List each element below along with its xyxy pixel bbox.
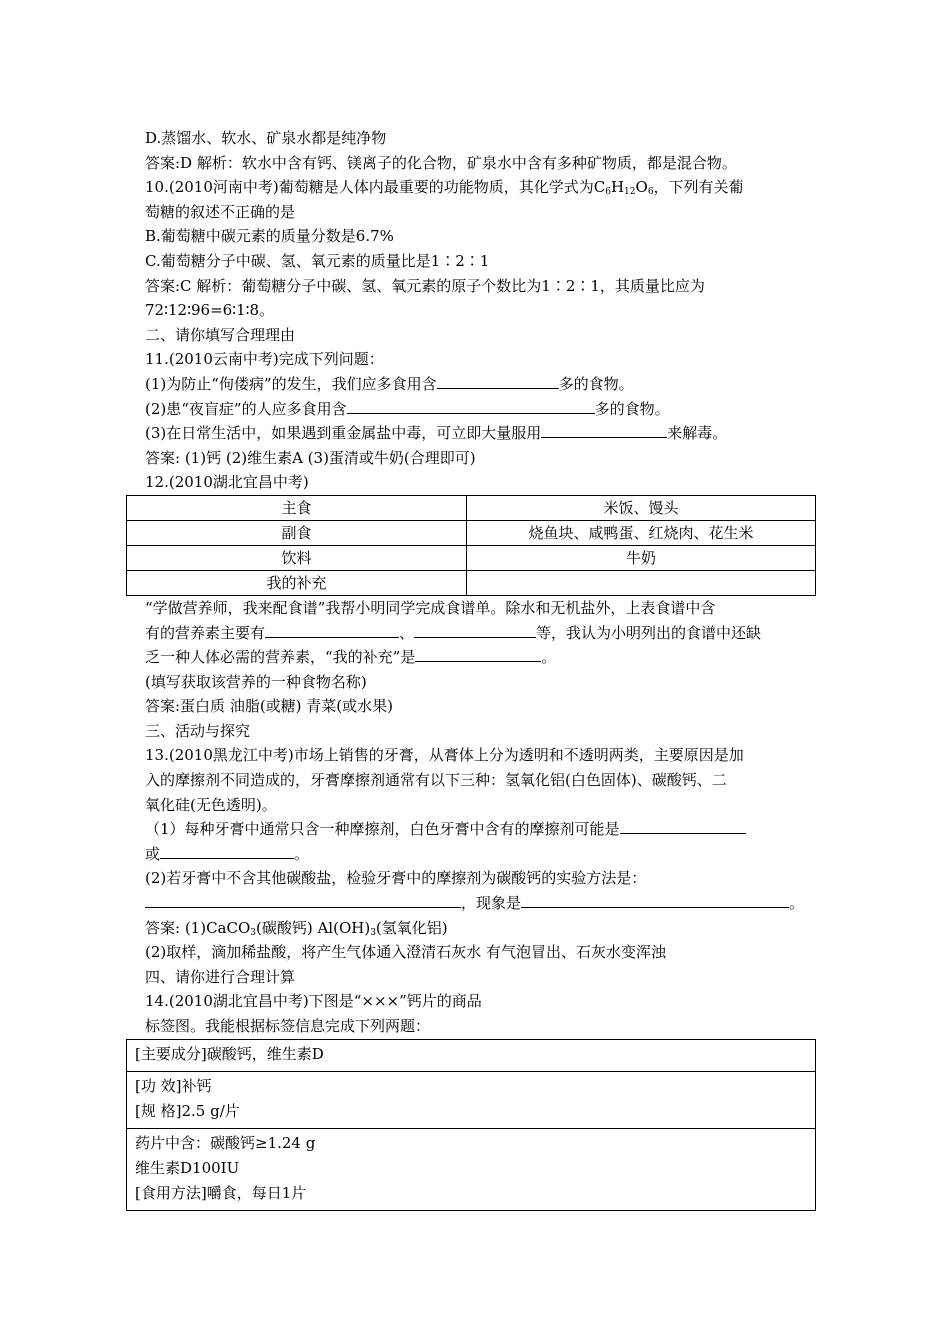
table-row [127, 495, 816, 520]
fill-blank[interactable] [145, 892, 461, 908]
label-cell [127, 1128, 816, 1210]
q13-part2: (2)若牙膏中不含其他碳酸盐，检验牙膏中的摩擦剂为碳酸钙的实验方法是： [145, 869, 647, 888]
q10-answer: 答案:C 解析：葡萄糖分子中碳、氢、氧元素的原子个数比为1∶2∶1，其质量比应为 [145, 276, 705, 295]
q12-stem: 12.(2010湖北宜昌中考) [145, 473, 309, 492]
q13-answer: 答案: (1)CaCO$_3$(碳酸钙) $Al(OH)_3$(氢氧化铝) [145, 918, 448, 938]
q13-stem: 入的摩擦剂不同造成的，牙膏摩擦剂通常有以下三种：氢氧化铝(白色固体)、碳酸钙、二 [145, 771, 727, 790]
q10-option-c: C.葡萄糖分子中碳、氢、氧元素的质量比是1∶2∶1 [145, 251, 490, 270]
q12-answer: 答案:蛋白质 油脂(或糖) 青菜(或水果) [145, 697, 393, 716]
table-cell: 我的补充 [127, 570, 467, 595]
q13-part1-cont: 或 。 [145, 844, 310, 863]
table-row [127, 570, 816, 595]
product-label-table [126, 1039, 816, 1211]
section-heading-4: 四、请你进行合理计算 [145, 967, 296, 986]
table-cell: 主食 [127, 495, 467, 520]
fill-blank[interactable] [437, 373, 559, 389]
label-line: [功 效]补钙 [135, 1076, 212, 1095]
table-row [127, 520, 816, 545]
table-row [127, 1071, 816, 1128]
q9-option-d: D.蒸馏水、软水、矿泉水都是纯净物 [145, 129, 387, 147]
q12-text: 乏一种人体必需的营养素，“我的补充”是 。 [145, 648, 557, 667]
q13-part1: （1）每种牙膏中通常只含一种摩擦剂，白色牙膏中含有的摩擦剂可能是 [145, 817, 817, 842]
table-row [127, 1128, 816, 1210]
diet-table [126, 495, 816, 596]
label-line: [主要成分]碳酸钙，维生素D [135, 1044, 324, 1063]
label-line: 药片中含：碳酸钙≥1.24 g [135, 1133, 316, 1152]
table-cell: 饮料 [127, 545, 467, 570]
table-cell: 副食 [127, 520, 467, 545]
q11-answer: 答案: (1)钙 (2)维生素A (3)蛋清或牛奶(合理即可) [145, 448, 476, 467]
q11-stem: 11.(2010云南中考)完成下列问题： [145, 350, 384, 369]
section-heading-3: 三、活动与探究 [145, 721, 251, 740]
fill-blank[interactable] [541, 422, 667, 438]
fill-blank[interactable] [265, 622, 399, 638]
q11-part2: (2)患“夜盲症”的人应多食用含 多的食物。 [145, 399, 670, 418]
q12-text: “学做营养师，我来配食谱”我帮小明同学完成食谱单。除水和无机盐外，上表食谱中含 [145, 598, 716, 617]
section-heading-2: 二、请你填写合理理由 [145, 325, 296, 344]
label-line: [食用方法]嚼食，每日1片 [135, 1183, 307, 1202]
q10-option-b: B.葡萄糖中碳元素的质量分数是6.7% [145, 227, 394, 246]
q9-answer: 答案:D 解析：软水中含有钙、镁离子的化合物，矿泉水中含有多种矿物质，都是混合物。 [145, 153, 737, 172]
table-cell: 牛奶 [467, 545, 816, 570]
q13-part2-blanks: ，现象是 。 [145, 891, 817, 916]
fill-blank[interactable] [521, 892, 789, 908]
table-cell: 烧鱼块、咸鸭蛋、红烧肉、花生米 [467, 520, 816, 545]
q12-note: (填写获取该营养的一种食物名称) [145, 672, 367, 691]
fill-blank[interactable] [160, 843, 294, 859]
q10-stem-cont: 萄糖的叙述不正确的是 [145, 202, 296, 221]
table-cell [467, 570, 816, 595]
q14-stem: 标签图。我能根据标签信息完成下列两题： [145, 1017, 431, 1035]
table-row [127, 1039, 816, 1071]
q10-stem: 10.(2010河南中考)葡萄糖是人体内最重要的功能物质，其化学式为$C_6H_{12}O_6$，下列有关葡 [145, 178, 744, 198]
q13-answer-cont: (2)取样，滴加稀盐酸，将产生气体通入澄清石灰水 有气泡冒出、石灰水变浑浊 [145, 943, 667, 962]
label-line: 维生素D100IU [135, 1158, 240, 1177]
label-cell [127, 1039, 816, 1071]
q12-text: 有的营养素主要有 、 等，我认为小明列出的食谱中还缺 [145, 623, 762, 642]
q14-stem: 14.(2010湖北宜昌中考)下图是“×××”钙片的商品 [145, 992, 482, 1011]
document-page [135, 126, 817, 1211]
label-cell [127, 1071, 816, 1128]
q11-part3: (3)在日常生活中，如果遇到重金属盐中毒，可立即大量服用 来解毒。 [145, 424, 728, 443]
q11-part1: (1)为防止“佝偻病”的发生，我们应多食用含 多的食物。 [145, 374, 634, 393]
table-row [127, 545, 816, 570]
fill-blank[interactable] [620, 818, 746, 834]
label-line: [规 格]2.5 g/片 [135, 1101, 240, 1120]
q10-answer-cont: 72∶12∶96=6∶1∶8。 [145, 301, 275, 320]
fill-blank[interactable] [414, 622, 536, 638]
q13-stem: 13.(2010黑龙江中考)市场上销售的牙膏，从膏体上分为透明和不透明两类，主要原因是加 [145, 746, 744, 765]
fill-blank[interactable] [415, 646, 541, 662]
q13-stem: 氧化硅(无色透明)。 [145, 795, 277, 814]
table-cell: 米饭、馒头 [467, 495, 816, 520]
fill-blank[interactable] [347, 398, 595, 414]
